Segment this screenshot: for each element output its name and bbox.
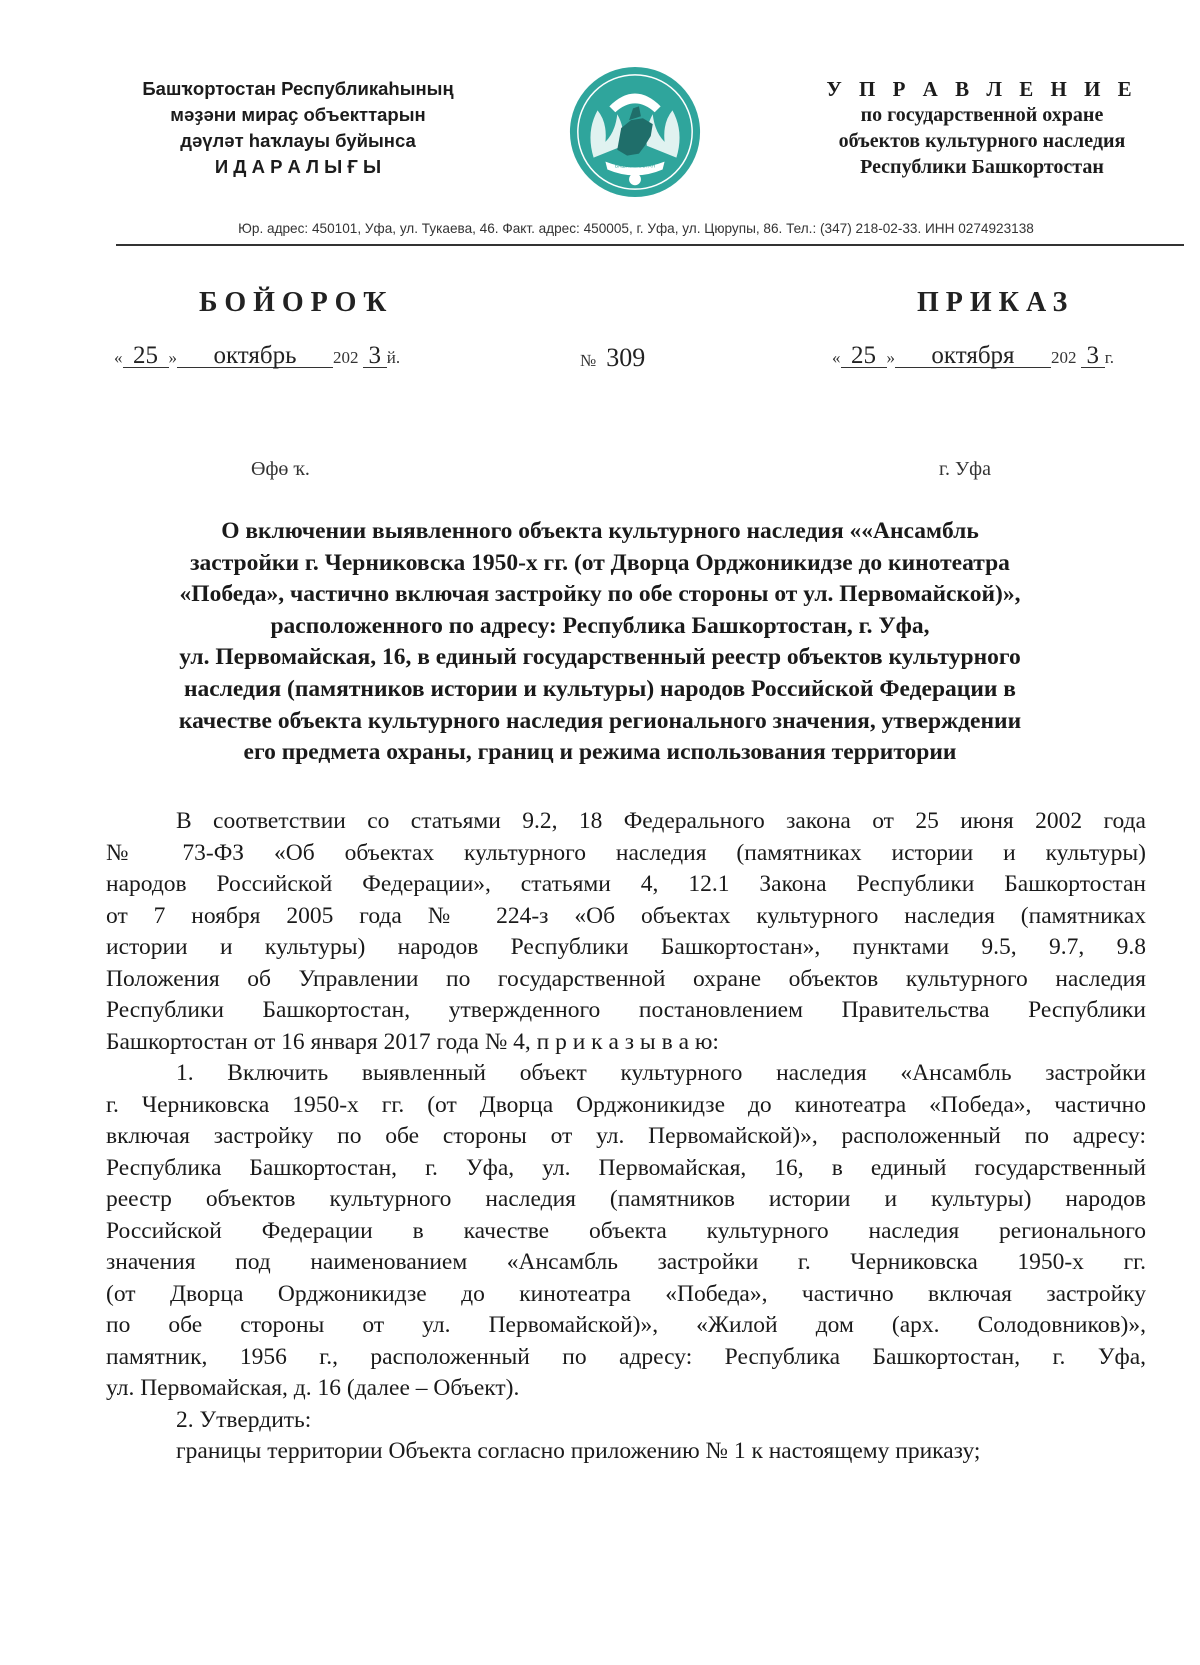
body-line: народов Российской Федерации», статьями 4, 12.1 Закона Республики Башкортостан xyxy=(106,871,1146,897)
quote-close: » xyxy=(886,348,895,367)
body-line: памятник, 1956 г., расположенный по адресу: Республика Башкортостан, г. Уфа, xyxy=(106,1343,1146,1370)
date-year-digit: 3 xyxy=(1081,345,1105,368)
quote-open: « xyxy=(832,348,841,367)
letterhead-right-line: Республики Башкортостан xyxy=(860,156,1104,178)
quote-open: « xyxy=(114,348,123,367)
letterhead-right-line: У П Р А В Л Е Н И Е xyxy=(826,77,1138,101)
body-line: по обе стороны от ул. Первомайской)», «Жилой дом (арх. Солодовников)», xyxy=(106,1312,1146,1338)
body-line: Республика Башкортостан, г. Уфа, ул. Первомайская, 16, в единый государственный xyxy=(106,1154,1146,1181)
body-line: реестр объектов культурного наследия (памятников истории и культуры) народов xyxy=(106,1186,1146,1212)
date-day: 25 xyxy=(123,345,169,368)
order-date-russian xyxy=(832,342,1115,369)
body-line: г. Черниковска 1950-х гг. (от Дворца Орджоникидзе до кинотеатра «Победа», частично xyxy=(106,1091,1146,1118)
republic-emblem-icon xyxy=(566,63,704,201)
subject-line: застройки г. Черниковска 1950-х гг. (от Дворца Орджоникидзе до кинотеатра xyxy=(190,549,1010,576)
body-line: (от Дворца Орджоникидзе до кинотеатра «Победа», частично включая застройку xyxy=(106,1280,1146,1307)
letterhead-right xyxy=(812,76,1152,180)
body-line: Российской Федерации в качестве объекта культурного наследия регионального xyxy=(106,1217,1146,1244)
body-line: № 73-ФЗ «Об объектах культурного наследия (памятниках истории и культуры) xyxy=(106,839,1146,866)
letterhead-left xyxy=(108,76,488,180)
order-title-bashkir: БОЙОРОҠ xyxy=(199,287,394,318)
emblem-flower xyxy=(629,173,641,185)
body-line: значения под наименованием «Ансамбль застройки г. Черниковска 1950-х гг. xyxy=(106,1249,1146,1275)
subject-line: О включении выявленного объекта культурного наследия ««Ансамбль xyxy=(221,518,979,544)
subject-line: качестве объекта культурного наследия регионального значения, утверждении xyxy=(178,707,1022,734)
number-sign: № xyxy=(580,351,597,370)
letterhead-right-line: объектов культурного наследия xyxy=(838,130,1126,152)
letterhead-left-line: Башҡортостан Республикаһының xyxy=(142,78,454,99)
quote-close: » xyxy=(168,348,177,367)
order-date-bashkir xyxy=(114,342,401,369)
date-year-digit: 3 xyxy=(363,345,387,368)
body-line: Республики Башкортостан, утвержденного постановлением Правительства Республики xyxy=(106,997,1146,1023)
subject-line: ул. Первомайская, 16, в единый государственный реестр объектов культурного xyxy=(179,644,1021,671)
body-line: Положения об Управлении по государственной охране объектов культурного наследия xyxy=(106,965,1146,992)
body-line: от 7 ноября 2005 года № 224-з «Об объектах культурного наследия (памятниках xyxy=(106,902,1146,929)
body-line: В соответствии со статьями 9.2, 18 Федерального закона от 25 июня 2002 года xyxy=(176,808,1146,834)
place-russian: г. Уфа xyxy=(939,458,991,480)
number-value: 309 xyxy=(606,343,646,372)
date-month: октября xyxy=(895,345,1051,368)
subject-line: расположенного по адресу: Республика Башкортостан, г. Уфа, xyxy=(270,612,930,639)
order-number xyxy=(580,343,645,373)
body-line: истории и культуры) народов Республики Башкортостан», пунктами 9.5, 9.7, 9.8 xyxy=(106,934,1146,960)
letterhead-right-line: по государственной охране xyxy=(860,104,1104,126)
body-line: 1. Включить выявленный объект культурного наследия «Ансамбль застройки xyxy=(176,1060,1146,1086)
date-year-prefix: 202 xyxy=(1051,348,1077,367)
body-line: Башкортостан от 16 января 2017 года № 4, п р и к а з ы в а ю: xyxy=(106,1028,719,1055)
date-suffix: й. xyxy=(386,348,401,367)
header-divider xyxy=(116,244,1184,246)
subject-line: наследия (памятников истории и культуры) народов Российской Федерации в xyxy=(183,675,1016,702)
legal-address: Юр. адрес: 450101, Уфа, ул. Тукаева, 46. Факт. адрес: 450005, г. Уфа, ул. Цюрупы, 86. Тел.: (347) 218-02-33. ИНН 0274923138 xyxy=(238,221,1034,236)
body-line: включая застройку по обе стороны от ул. Первомайской)», расположенный по адресу: xyxy=(106,1123,1146,1149)
date-suffix: г. xyxy=(1104,348,1115,367)
order-title-russian: ПРИКАЗ xyxy=(917,287,1075,318)
order-subject xyxy=(130,516,1070,769)
date-month: октябрь xyxy=(177,345,333,368)
order-body xyxy=(106,806,1146,1468)
emblem-caption: БАШКОРТОСТАН xyxy=(614,164,656,170)
body-line: ул. Первомайская, д. 16 (далее – Объект). xyxy=(106,1375,520,1401)
date-day: 25 xyxy=(841,345,887,368)
subject-line: «Победа», частично включая застройку по обе стороны от ул. Первомайской)», xyxy=(179,581,1021,608)
body-line: границы территории Объекта согласно приложению № 1 к настоящему приказу; xyxy=(176,1438,981,1464)
place-bashkir: Өфө ҡ. xyxy=(251,458,310,480)
letterhead-left-line: дәүләт һаҡлауы буйынса xyxy=(180,130,416,151)
date-year-prefix: 202 xyxy=(333,348,359,367)
subject-line: его предмета охраны, границ и режима использования территории xyxy=(243,739,957,766)
letterhead-left-line: И Д А Р А Л Ы Ғ Ы xyxy=(214,156,382,177)
body-line: 2. Утвердить: xyxy=(176,1406,312,1433)
letterhead-left-line: мәҙәни мираҫ объекттарын xyxy=(170,104,426,125)
